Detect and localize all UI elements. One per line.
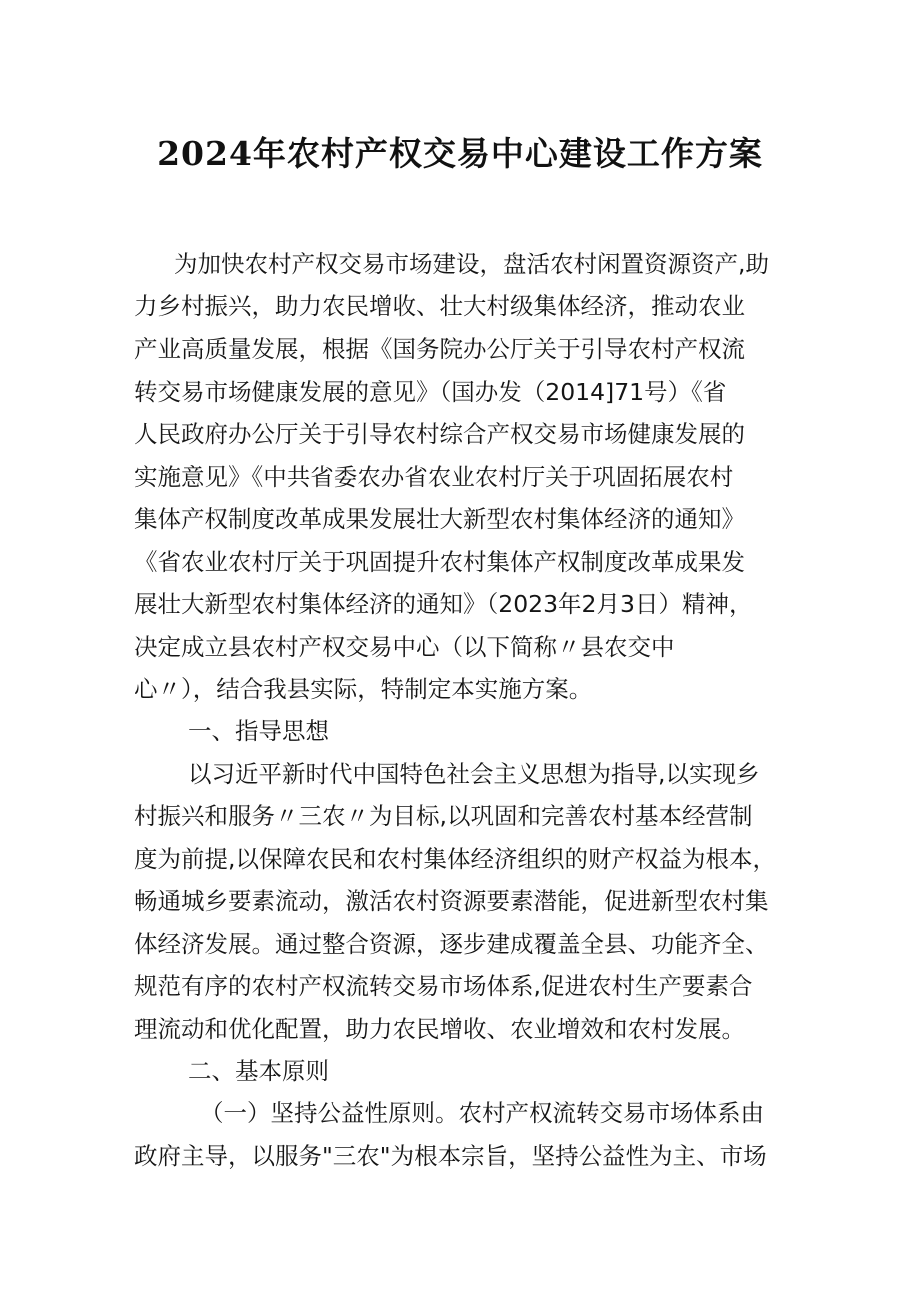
body-line: 村振兴和服务〃三农〃为目标,以巩固和完善农村基本经营制: [134, 802, 753, 830]
body-line: 展壮大新型农村集体经济的通知》（2023年2月3日）精神，: [134, 590, 753, 618]
body-line: 决定成立县农村产权交易中心（以下简称〃县农交中: [134, 633, 675, 661]
section-heading: 二、基本原则: [188, 1057, 329, 1085]
body-line: 体经济发展。通过整合资源，逐步建成覆盖全县、功能齐全、: [134, 930, 769, 958]
body-line: 集体产权制度改革成果发展壮大新型农村集体经济的通知》: [134, 505, 745, 533]
body-line: 产业高质量发展，根据《国务院办公厅关于引导农村产权流: [134, 335, 745, 363]
document-title: 2024年农村产权交易中心建设工作方案: [157, 134, 763, 173]
section-heading: 一、指导思想: [188, 717, 329, 745]
body-line: 规范有序的农村产权流转交易市场体系,促进农村生产要素合: [134, 972, 753, 1000]
body-line: 力乡村振兴，助力农民增收、壮大村级集体经济，推动农业: [134, 292, 745, 320]
body-line: 度为前提,以保障农民和农村集体经济组织的财产权益为根本，: [134, 845, 776, 873]
body-line: 人民政府办公厅关于引导农村综合产权交易市场健康发展的: [134, 420, 745, 448]
body-line: 以习近平新时代中国特色社会主义思想为指导,以实现乡: [188, 760, 760, 788]
body-line: 政府主导，以服务"三农"为根本宗旨，坚持公益性为主、市场: [134, 1142, 767, 1170]
body-line: （一）坚持公益性原则。农村产权流转交易市场体系由: [200, 1099, 764, 1127]
body-line: 实施意见》《中共省委农办省农业农村厅关于巩固拓展农村: [134, 463, 734, 491]
body-line: 心〃），结合我县实际，特制定本实施方案。: [134, 675, 593, 703]
body-line: 转交易市场健康发展的意见》（国办发（2014]71号）《省: [134, 378, 727, 406]
body-line: 《省农业农村厅关于巩固提升农村集体产权制度改革成果发: [134, 548, 745, 576]
body-line: 为加快农村产权交易市场建设，盘活农村闲置资源资产,助: [174, 250, 769, 278]
body-line: 畅通城乡要素流动，激活农村资源要素潜能，促进新型农村集: [134, 887, 769, 915]
body-line: 理流动和优化配置，助力农民增收、农业增效和农村发展。: [134, 1015, 745, 1043]
